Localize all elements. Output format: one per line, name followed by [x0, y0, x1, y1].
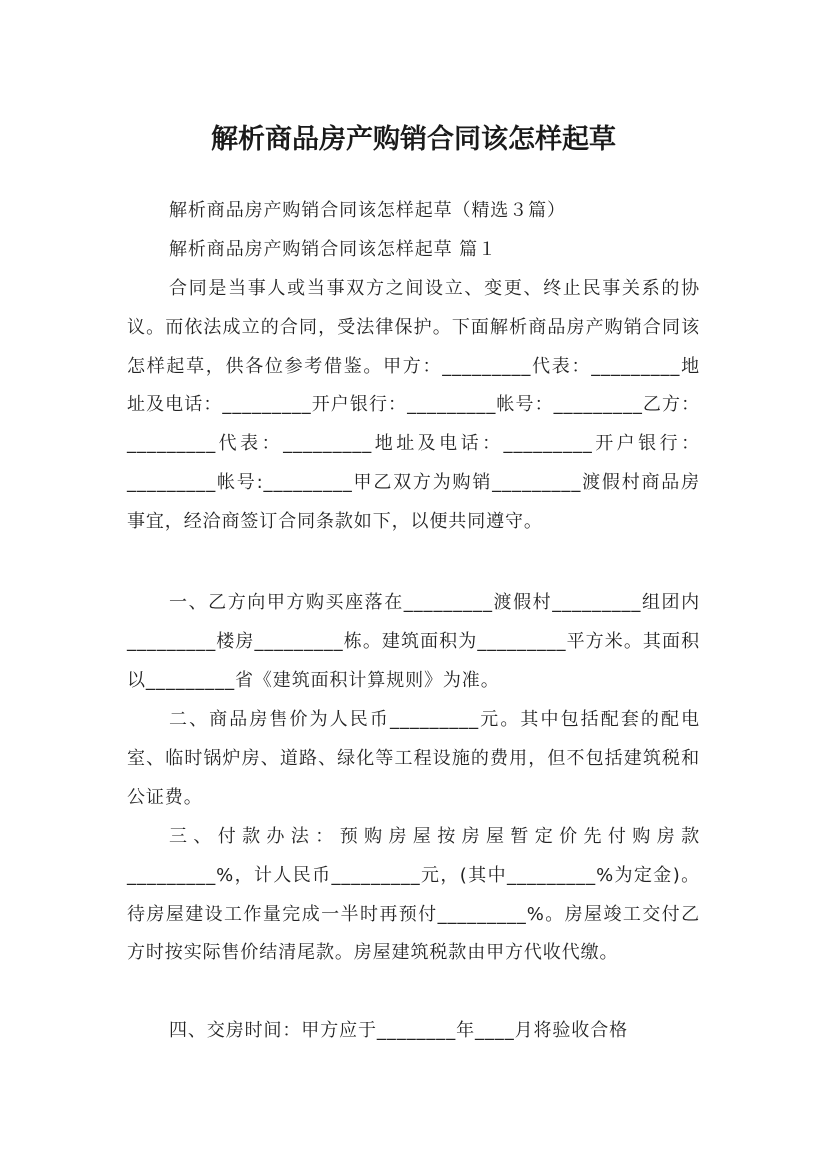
- section-heading: 解析商品房产购销合同该怎样起草 篇１: [169, 239, 497, 260]
- document-title: 解析商品房产购销合同该怎样起草: [211, 124, 616, 156]
- clause-1-paragraph: 一、乙方向甲方购买座落在_________渡假村_________组团内_________楼房_________栋。建筑面积为_________平方米。其面积以_________省《建筑面积计算规则》为准。: [127, 592, 700, 691]
- clause-2-paragraph: 二、商品房售价为人民币_________元。其中包括配套的配电室、临时锅炉房、道路、绿化等工程设施的费用，但不包括建筑税和公证费。: [127, 709, 700, 808]
- clause-4-paragraph: 四、交房时间：甲方应于________年____月将验收合格: [169, 1020, 628, 1041]
- intro-paragraph: 合同是当事人或当事双方之间设立、变更、终止民事关系的协议。而依法成立的合同，受法律保护。下面解析商品房产购销合同该怎样起草，供各位参考借鉴。甲方：_________代表：_________地址及电话：_________开户银行：_________帐号：_________乙方：_________代表：_________地址及电话：_________开户银行：_________帐号:_________甲乙双方为购销_________渡假村商品房事宜，经洽商签订合同条款如下，以便共同遵守。: [127, 278, 700, 532]
- clause-3-paragraph: 三、付款办法：预购房屋按房屋暂定价先付购房款_________%，计人民币_________元，(其中_________%为定金)。待房屋建设工作量完成一半时再预付_________%。房屋竣工交付乙方时按实际售价结清尾款。房屋建筑税款由甲方代收代缴。: [127, 826, 700, 964]
- document-subtitle: 解析商品房产购销合同该怎样起草（精选３篇）: [169, 200, 566, 221]
